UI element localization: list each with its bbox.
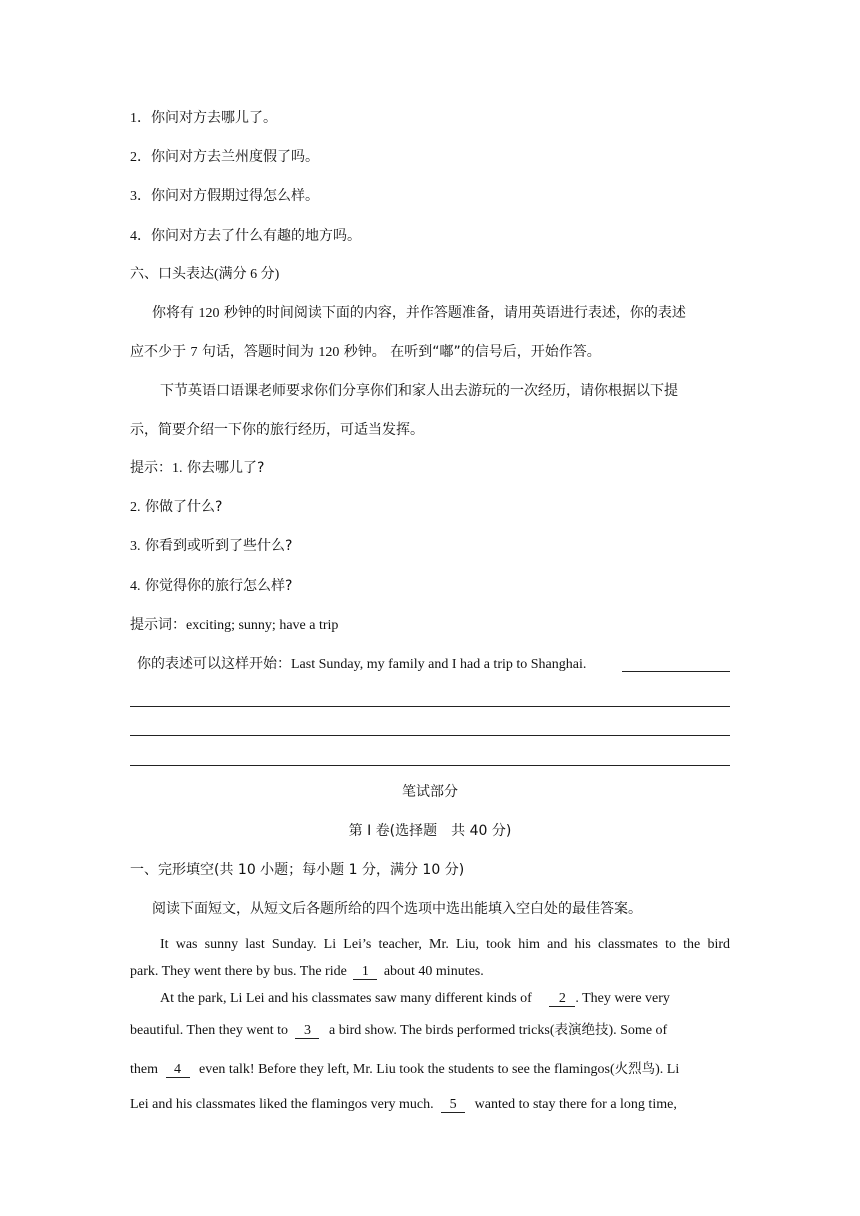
blank-5[interactable]: 5 <box>441 1097 465 1113</box>
answer-line-2 <box>130 735 730 736</box>
hint-3: 3. 你看到或听到了些什么? <box>130 538 293 554</box>
answer-line-3 <box>130 765 730 766</box>
answer-line-0 <box>622 671 730 672</box>
passage-p2-line4: Lei and his classmates liked the flamingos very much. 5 wanted to stay there for a long time, <box>130 1097 677 1112</box>
blank-3[interactable]: 3 <box>295 1023 319 1039</box>
hint-4: 4. 你觉得你的旅行怎么样? <box>130 578 293 594</box>
cloze-heading: 一、完形填空(共 10 小题；每小题 1 分，满分 10 分) <box>130 862 465 878</box>
oral-question-3: 3．你问对方假期过得怎么样。 <box>130 188 319 204</box>
passage-p2-line1: At the park, Li Lei and his classmates saw many different kinds of 2 . They were very <box>160 991 670 1006</box>
written-part-title: 笔试部分 <box>402 784 458 800</box>
section6-task-line2: 示，简要介绍一下你的旅行经历，可适当发挥。 <box>130 422 424 438</box>
oral-question-2: 2．你问对方去兰州度假了吗。 <box>130 149 319 165</box>
section6-intro-line1: 你将有 120 秒钟的时间阅读下面的内容，并作答题准备，请用英语进行表述，你的表述 <box>152 305 686 321</box>
blank-1[interactable]: 1 <box>353 964 377 980</box>
passage-p2-line3: them 4 even talk! Before they left, Mr. Liu took the students to see the flamingos(火烈鸟). Li <box>130 1061 680 1077</box>
answer-line-1 <box>130 706 730 707</box>
blank-2[interactable]: 2 <box>549 991 575 1007</box>
cloze-instruction: 阅读下面短文，从短文后各题所给的四个选项中选出能填入空白处的最佳答案。 <box>152 901 642 917</box>
oral-question-1: 1．你问对方去哪儿了。 <box>130 110 277 126</box>
blank-4[interactable]: 4 <box>166 1062 190 1078</box>
passage-p1-line2: park. They went there by bus. The ride 1 about 40 minutes. <box>130 964 484 979</box>
section6-intro-line2: 应不少于 7 句话，答题时间为 120 秒钟。 在听到“嘟”的信号后，开始作答。 <box>130 344 601 360</box>
keywords-line: 提示词：exciting; sunny; have a trip <box>130 617 339 633</box>
starter-sentence: 你的表述可以这样开始：Last Sunday, my family and I had a trip to Shanghai. <box>137 656 587 672</box>
hint-1: 提示：1. 你去哪儿了? <box>130 460 265 476</box>
passage-p2-line2: beautiful. Then they went to 3 a bird show. The birds performed tricks(表演绝技). Some of <box>130 1022 668 1038</box>
volume-title: 第 Ⅰ 卷(选择题 共 40 分) <box>348 823 512 839</box>
section6-task-line1: 下节英语口语课老师要求你们分享你们和家人出去游玩的一次经历，请你根据以下提 <box>160 383 678 399</box>
hint-2: 2. 你做了什么? <box>130 499 223 515</box>
section6-heading: 六、口头表达(满分 6 分) <box>130 266 280 282</box>
passage-p1-line1: It was sunny last Sunday. Li Lei’s teacher, Mr. Liu, took him and his classmates to the bird <box>160 937 730 952</box>
oral-question-4: 4．你问对方去了什么有趣的地方吗。 <box>130 228 361 244</box>
